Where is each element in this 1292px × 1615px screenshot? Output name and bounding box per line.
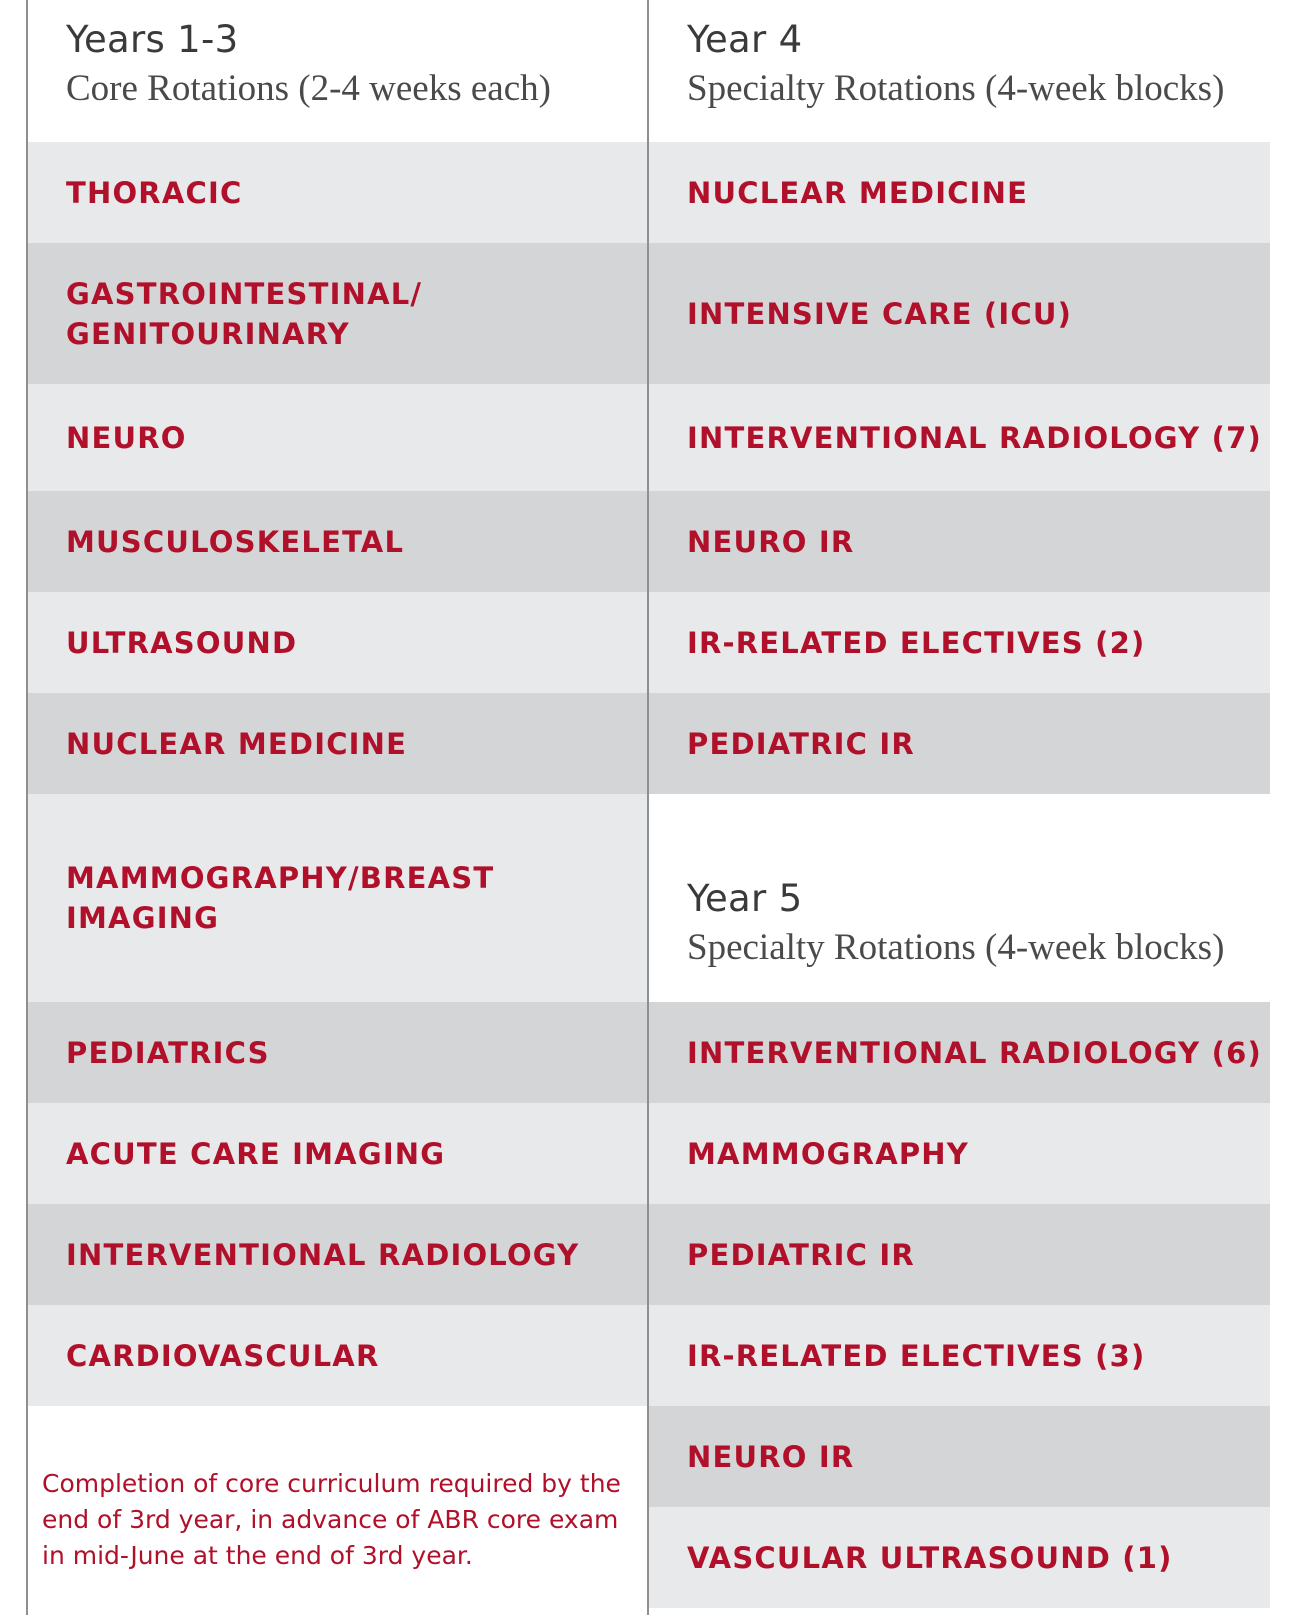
rotation-label: PEDIATRIC IR [687,1237,915,1272]
rotation-row [28,794,647,1002]
rotation-label: MUSCULOSKELETAL [66,524,405,559]
rotation-row [649,1204,1270,1305]
rotation-label: ULTRASOUND [66,625,298,660]
year-4-title: Year 4 [687,18,803,61]
core-rotations-column [26,0,647,1615]
rotation-label: INTERVENTIONAL RADIOLOGY [66,1237,580,1272]
year-5-subtitle: Specialty Rotations (4-week blocks) [687,927,1225,968]
year-4-header [649,18,1270,112]
rotation-row [649,1103,1270,1204]
rotation-row [28,142,647,243]
rotation-label: GASTROINTESTINAL/ GENITOURINARY [66,276,423,351]
rotation-row [28,592,647,693]
rotation-row [649,592,1270,693]
rotation-row [28,1002,647,1103]
year-4-subtitle: Specialty Rotations (4-week blocks) [687,68,1225,109]
years-1-3-subtitle: Core Rotations (2-4 weeks each) [66,68,551,109]
rotation-label: IR-RELATED ELECTIVES (2) [687,625,1146,660]
rotation-label: INTERVENTIONAL RADIOLOGY (6) [687,1035,1262,1070]
rotation-row [649,491,1270,592]
core-curriculum-note: Completion of core curriculum required by the end of 3rd year, in advance of ABR core exam in mid-June at the end of 3rd year. [42,1469,621,1570]
year-5-header [649,877,1270,971]
rotation-row [28,1305,647,1406]
rotation-row [28,693,647,794]
rotation-label: ACUTE CARE IMAGING [66,1136,446,1171]
rotation-row [28,1204,647,1305]
rotation-row [649,693,1270,794]
rotation-label: INTENSIVE CARE (ICU) [687,296,1073,331]
specialty-rotations-column [647,0,1270,1615]
rotation-label: NEURO [66,420,187,455]
rotation-row [649,384,1270,491]
rotation-row [649,1406,1270,1507]
rotation-label: NUCLEAR MEDICINE [687,175,1029,210]
rotation-label: NEURO IR [687,524,855,559]
rotation-label: NEURO IR [687,1439,855,1474]
rotation-label: THORACIC [66,175,243,210]
rotation-label: MAMMOGRAPHY/BREAST IMAGING [66,861,495,935]
rotation-label: PEDIATRICS [66,1035,270,1070]
rotation-row [649,243,1270,384]
year-5-title: Year 5 [687,877,803,920]
years-1-3-header [28,18,647,112]
rotation-row [28,384,647,491]
rotation-row [649,142,1270,243]
years-1-3-title: Years 1-3 [66,18,239,61]
rotation-row [649,1305,1270,1406]
rotation-label: VASCULAR ULTRASOUND (1) [687,1540,1173,1575]
rotation-row [28,491,647,592]
rotation-label: INTERVENTIONAL RADIOLOGY (7) [687,420,1262,455]
rotation-label: CARDIOVASCULAR [66,1338,380,1373]
rotation-label: NUCLEAR MEDICINE [66,726,408,761]
rotation-row [28,243,647,384]
rotation-row [649,1507,1270,1608]
rotation-label: PEDIATRIC IR [687,726,915,761]
rotation-label: MAMMOGRAPHY [687,1136,969,1171]
rotation-row [649,1002,1270,1103]
rotation-label: IR-RELATED ELECTIVES (3) [687,1338,1146,1373]
rotation-row [28,1103,647,1204]
